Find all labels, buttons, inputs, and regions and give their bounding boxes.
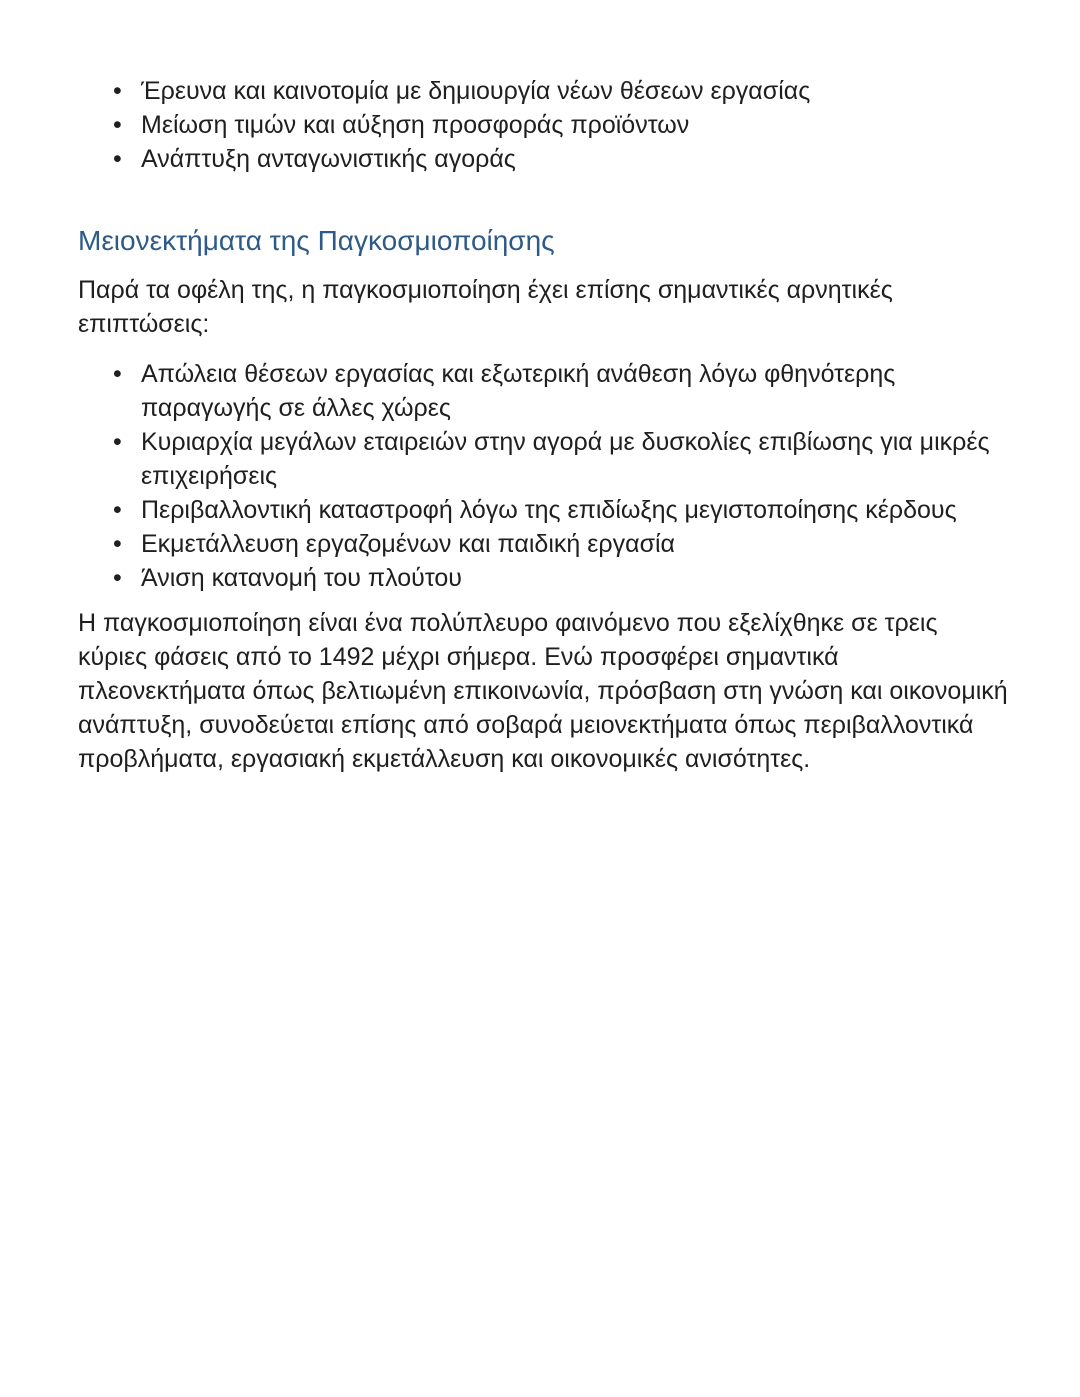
- list-item: • Έρευνα και καινοτομία με δημιουργία νέων θέσεων εργασίας: [141, 74, 1008, 108]
- conclusion-paragraph: Η παγκοσμιοποίηση είναι ένα πολύπλευρο φαινόμενο που εξελίχθηκε σε τρεις κύριες φάσεις από το 1492 μέχρι σήμερα. Ενώ προσφέρει σημαντικά πλεονεκτήματα όπως βελτιωμένη επικοινωνία, πρόσβαση στη γνώση και οικονομική ανάπτυξη, συνοδεύεται επίσης από σοβαρά μειονεκτήματα όπως περιβαλλοντικά προβλήματα, εργασιακή εκμετάλλευση και οικονομικές ανισότητες.: [78, 609, 1008, 773]
- list-item: • Εκμετάλλευση εργαζομένων και παιδική εργασία: [141, 527, 1008, 561]
- list-item: • Ανάπτυξη ανταγωνιστικής αγοράς: [141, 142, 1008, 176]
- document-page: [78, 74, 1008, 776]
- list-item: • Περιβαλλοντική καταστροφή λόγω της επιδίωξης μεγιστοποίησης κέρδους: [141, 493, 1008, 527]
- section-heading-disadvantages: Μειονεκτήματα της Παγκοσμιοποίησης: [78, 225, 555, 256]
- list-item: • Κυριαρχία μεγάλων εταιρειών στην αγορά με δυσκολίες επιβίωσης για μικρές επιχειρήσεις: [141, 425, 1008, 493]
- list-item: • Μείωση τιμών και αύξηση προσφοράς προϊόντων: [141, 108, 1008, 142]
- list-item: • Άνιση κατανομή του πλούτου: [141, 561, 1008, 595]
- disadvantages-intro-paragraph: Παρά τα οφέλη της, η παγκοσμιοποίηση έχει επίσης σημαντικές αρνητικές επιπτώσεις:: [78, 276, 893, 338]
- disadvantages-bullet-list: [78, 357, 1008, 595]
- list-item: • Απώλεια θέσεων εργασίας και εξωτερική ανάθεση λόγω φθηνότερης παραγωγής σε άλλες χώρες: [141, 357, 1008, 425]
- advantages-bullet-list: [78, 74, 1008, 176]
